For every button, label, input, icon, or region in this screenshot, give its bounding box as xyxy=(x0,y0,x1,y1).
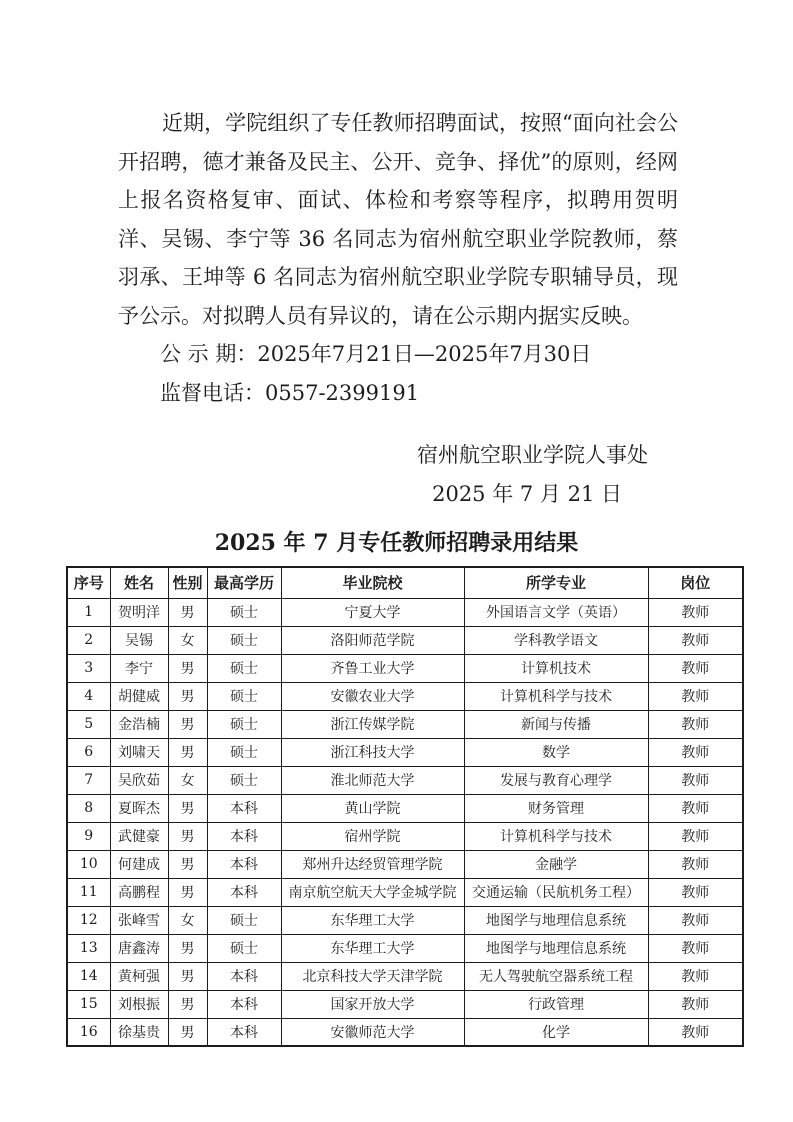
recruitment-table xyxy=(66,566,744,1047)
table-cell: 男 xyxy=(168,850,207,878)
table-cell: 教师 xyxy=(648,934,743,962)
table-cell: 男 xyxy=(168,710,207,738)
publicity-period: 公 示 期：2025年7月21日—2025年7月30日 xyxy=(160,342,592,366)
table-cell: 教师 xyxy=(648,878,743,906)
table-cell: 国家开放大学 xyxy=(281,990,464,1018)
table-cell: 教师 xyxy=(648,710,743,738)
table-cell: 宁夏大学 xyxy=(281,598,464,626)
table-cell: 硕士 xyxy=(207,934,281,962)
table-cell: 本科 xyxy=(207,990,281,1018)
table-cell: 刘根振 xyxy=(110,990,168,1018)
table-cell: 14 xyxy=(67,962,110,990)
table-cell: 浙江传媒学院 xyxy=(281,710,464,738)
table-cell: 1 xyxy=(67,598,110,626)
table-cell: 黄柯强 xyxy=(110,962,168,990)
table-cell: 徐基贵 xyxy=(110,1018,168,1046)
table-cell: 学科教学语文 xyxy=(464,626,648,654)
table-cell: 硕士 xyxy=(207,766,281,794)
table-row xyxy=(67,598,743,626)
table-cell: 发展与教育心理学 xyxy=(464,766,648,794)
table-cell: 男 xyxy=(168,682,207,710)
table-cell: 7 xyxy=(67,766,110,794)
table-cell: 安徽农业大学 xyxy=(281,682,464,710)
table-cell: 数学 xyxy=(464,738,648,766)
table-cell: 硕士 xyxy=(207,738,281,766)
table-cell: 硕士 xyxy=(207,906,281,934)
table-row xyxy=(67,906,743,934)
table-cell: 东华理工大学 xyxy=(281,934,464,962)
table-cell: 男 xyxy=(168,794,207,822)
table-row xyxy=(67,962,743,990)
table-cell: 黄山学院 xyxy=(281,794,464,822)
table-cell: 唐鑫涛 xyxy=(110,934,168,962)
table-cell: 南京航空航天大学金城学院 xyxy=(281,878,464,906)
table-cell: 齐鲁工业大学 xyxy=(281,654,464,682)
table-cell: 12 xyxy=(67,906,110,934)
table-header-row xyxy=(67,567,743,598)
table-cell: 胡健威 xyxy=(110,682,168,710)
table-cell: 男 xyxy=(168,878,207,906)
table-cell: 化学 xyxy=(464,1018,648,1046)
table-cell: 女 xyxy=(168,906,207,934)
table-cell: 教师 xyxy=(648,822,743,850)
signature-date: 2025 年 7 月 21 日 xyxy=(432,481,622,506)
table-cell: 本科 xyxy=(207,878,281,906)
table-cell: 16 xyxy=(67,1018,110,1046)
table-cell: 洛阳师范学院 xyxy=(281,626,464,654)
table-cell: 男 xyxy=(168,598,207,626)
table-row xyxy=(67,1018,743,1046)
table-cell: 教师 xyxy=(648,598,743,626)
table-cell: 宿州学院 xyxy=(281,822,464,850)
table-cell: 教师 xyxy=(648,738,743,766)
column-header: 岗位 xyxy=(648,567,743,598)
table-cell: 吴欣茹 xyxy=(110,766,168,794)
table-cell: 计算机科学与技术 xyxy=(464,822,648,850)
signature-org: 宿州航空职业学院人事处 xyxy=(417,443,648,467)
supervision-phone: 监督电话：0557-2399191 xyxy=(160,380,420,405)
table-cell: 交通运输（民航机务工程） xyxy=(464,878,648,906)
table-cell: 东华理工大学 xyxy=(281,906,464,934)
table-cell: 武健豪 xyxy=(110,822,168,850)
table-cell: 男 xyxy=(168,990,207,1018)
table-row xyxy=(67,766,743,794)
table-cell: 男 xyxy=(168,962,207,990)
table-cell: 硕士 xyxy=(207,654,281,682)
table-cell: 9 xyxy=(67,822,110,850)
table-row xyxy=(67,654,743,682)
table-cell: 教师 xyxy=(648,766,743,794)
table-cell: 行政管理 xyxy=(464,990,648,1018)
table-cell: 计算机科学与技术 xyxy=(464,682,648,710)
table-cell: 计算机技术 xyxy=(464,654,648,682)
table-cell: 男 xyxy=(168,1018,207,1046)
table-cell: 安徽师范大学 xyxy=(281,1018,464,1046)
table-cell: 刘啸天 xyxy=(110,738,168,766)
table-cell: 教师 xyxy=(648,654,743,682)
table-cell: 张峰雪 xyxy=(110,906,168,934)
table-cell: 浙江科技大学 xyxy=(281,738,464,766)
table-row xyxy=(67,626,743,654)
table-cell: 5 xyxy=(67,710,110,738)
table-cell: 男 xyxy=(168,934,207,962)
table-cell: 教师 xyxy=(648,990,743,1018)
table-cell: 教师 xyxy=(648,794,743,822)
column-header: 序号 xyxy=(67,567,110,598)
table-cell: 本科 xyxy=(207,1018,281,1046)
table-cell: 北京科技大学天津学院 xyxy=(281,962,464,990)
table-cell: 何建成 xyxy=(110,850,168,878)
table-cell: 3 xyxy=(67,654,110,682)
table-cell: 女 xyxy=(168,626,207,654)
table-cell: 吴锡 xyxy=(110,626,168,654)
table-row xyxy=(67,822,743,850)
table-cell: 财务管理 xyxy=(464,794,648,822)
table-cell: 教师 xyxy=(648,850,743,878)
table-cell: 地图学与地理信息系统 xyxy=(464,934,648,962)
table-cell: 本科 xyxy=(207,794,281,822)
table-row xyxy=(67,738,743,766)
table-cell: 地图学与地理信息系统 xyxy=(464,906,648,934)
table-cell: 硕士 xyxy=(207,626,281,654)
table-cell: 硕士 xyxy=(207,682,281,710)
table-cell: 2 xyxy=(67,626,110,654)
column-header: 性别 xyxy=(168,567,207,598)
table-row xyxy=(67,682,743,710)
table-cell: 6 xyxy=(67,738,110,766)
table-cell: 夏晖杰 xyxy=(110,794,168,822)
table-cell: 男 xyxy=(168,654,207,682)
table-cell: 李宁 xyxy=(110,654,168,682)
table-cell: 本科 xyxy=(207,850,281,878)
table-cell: 淮北师范大学 xyxy=(281,766,464,794)
table-cell: 4 xyxy=(67,682,110,710)
table-cell: 教师 xyxy=(648,626,743,654)
table-cell: 15 xyxy=(67,990,110,1018)
column-header: 最高学历 xyxy=(207,567,281,598)
table-cell: 男 xyxy=(168,822,207,850)
table-cell: 教师 xyxy=(648,962,743,990)
table-cell: 男 xyxy=(168,738,207,766)
table-cell: 新闻与传播 xyxy=(464,710,648,738)
table-cell: 金浩楠 xyxy=(110,710,168,738)
table-cell: 教师 xyxy=(648,682,743,710)
table-cell: 无人驾驶航空器系统工程 xyxy=(464,962,648,990)
table-cell: 女 xyxy=(168,766,207,794)
column-header: 毕业院校 xyxy=(281,567,464,598)
table-cell: 10 xyxy=(67,850,110,878)
table-row xyxy=(67,850,743,878)
table-cell: 高鹏程 xyxy=(110,878,168,906)
table-cell: 本科 xyxy=(207,822,281,850)
column-header: 所学专业 xyxy=(464,567,648,598)
table-cell: 教师 xyxy=(648,1018,743,1046)
table-title: 2025 年 7 月专任教师招聘录用结果 xyxy=(214,530,579,556)
announcement-paragraph: 近期，学院组织了专任教师招聘面试，按照“面向社会公开招聘，德才兼备及民主、公开、竞争、择优”的原则，经网上报名资格复审、面试、体检和考察等程序，拟聘用贺明洋、吴锡、李宁等 36 名同志为宿州航空职业学院教师，蔡羽承、王坤等 6 名同志为宿州航空职业学院专职辅导员，现予公示。对拟聘人员有异议的，请在公示期内据实反映。 xyxy=(118,111,678,328)
table-row xyxy=(67,794,743,822)
table-cell: 13 xyxy=(67,934,110,962)
table-cell: 贺明洋 xyxy=(110,598,168,626)
table-cell: 本科 xyxy=(207,962,281,990)
table-row xyxy=(67,710,743,738)
table-cell: 郑州升达经贸管理学院 xyxy=(281,850,464,878)
table-cell: 11 xyxy=(67,878,110,906)
column-header: 姓名 xyxy=(110,567,168,598)
table-cell: 外国语言文学（英语） xyxy=(464,598,648,626)
table-cell: 硕士 xyxy=(207,598,281,626)
table-cell: 教师 xyxy=(648,906,743,934)
table-row xyxy=(67,990,743,1018)
table-row xyxy=(67,878,743,906)
table-cell: 硕士 xyxy=(207,710,281,738)
table-cell: 8 xyxy=(67,794,110,822)
table-cell: 金融学 xyxy=(464,850,648,878)
table-row xyxy=(67,934,743,962)
table-body xyxy=(67,598,743,1046)
